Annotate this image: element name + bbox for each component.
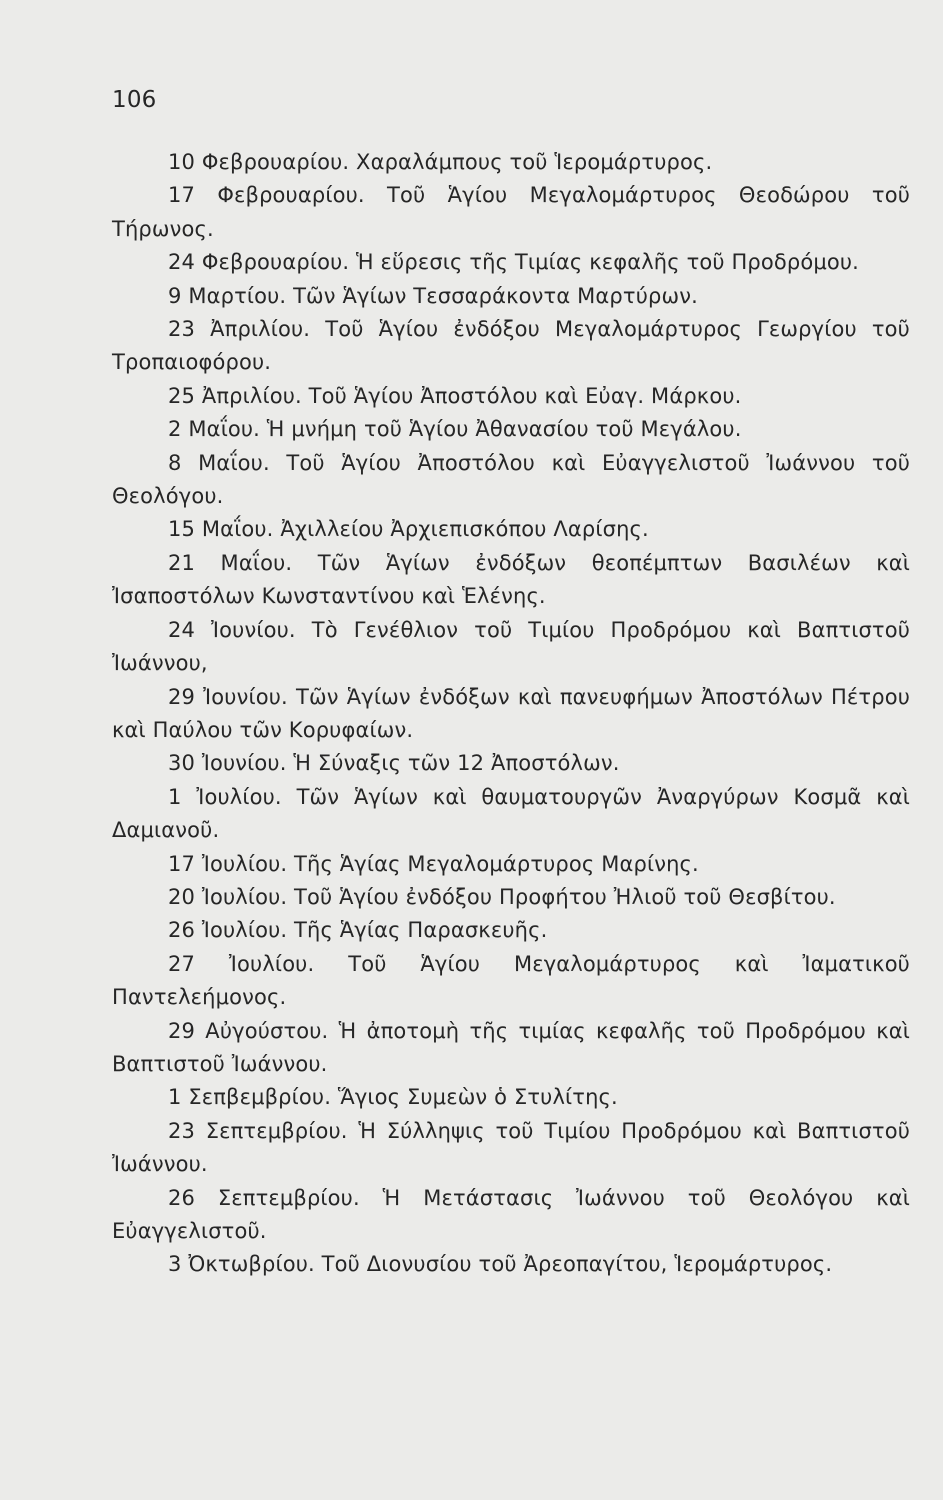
entry-jun-24: 24 Ἰουνίου. Τὸ Γενέθλιον τοῦ Τιμίου Προδρόμου καὶ Βαπτιστοῦ Ἰωάννου, (112, 617, 910, 676)
entry-sep-23: 23 Σεπτεμβρίου. Ἡ Σύλληψις τοῦ Τιμίου Προδρόμου καὶ Βαπτιστοῦ Ἰωάννου. (112, 1118, 910, 1177)
entry-sep-26: 26 Σεπτεμβρίου. Ἡ Μετάστασις Ἰωάννου τοῦ Θεολόγου καὶ Εὐαγγελιστοῦ. (112, 1185, 910, 1243)
entry-jul-27: 27 Ἰουλίου. Τοῦ Ἁγίου Μεγαλομάρτυρος καὶ Ἰαματικοῦ Παντελεήμονος. (112, 951, 910, 1010)
entry-mar-9: 9 Μαρτίου. Τῶν Ἁγίων Τεσσαράκοντα Μαρτύρων. (168, 283, 698, 308)
entry-jul-26: 26 Ἰουλίου. Τῆς Ἁγίας Παρασκευῆς. (168, 918, 548, 943)
entry-feb-24: 24 Φεβρουαρίου. Ἡ εὕρεσις τῆς Τιμίας κεφαλῆς τοῦ Προδρόμου. (168, 250, 860, 275)
entry-apr-23: 23 Ἀπριλίου. Τοῦ Ἁγίου ἐνδόξου Μεγαλομάρτυρος Γεωργίου τοῦ Τροπαιοφόρου. (112, 317, 910, 375)
entry-jun-29: 29 Ἰουνίου. Τῶν Ἁγίων ἐνδόξων καὶ πανευφήμων Ἀποστόλων Πέτρου καὶ Παύλου τῶν Κορυφαίων. (112, 684, 910, 742)
entry-may-15: 15 Μαΐου. Ἀχιλλείου Ἀρχιεπισκόπου Λαρίσης. (168, 517, 649, 542)
entry-apr-25: 25 Ἀπριλίου. Τοῦ Ἁγίου Ἀποστόλου καὶ Εὐαγ. Μάρκου. (168, 383, 742, 408)
entry-may-21: 21 Μαΐου. Τῶν Ἁγίων ἐνδόξων θεοπέμπτων Βασιλέων καὶ Ἰσαποστόλων Κωνσταντίνου καὶ Ἑλένης. (112, 550, 910, 609)
entry-jun-30: 30 Ἰουνίου. Ἡ Σύναξις τῶν 12 Ἀποστόλων. (168, 751, 620, 776)
entry-sep-1: 1 Σεπβεμβρίου. Ἅγιος Συμεὼν ὁ Στυλίτης. (168, 1085, 618, 1110)
entry-feb-10: 10 Φεβρουαρίου. Χαραλάμπους τοῦ Ἱερομάρτυρος. (168, 150, 713, 174)
entry-feb-17: 17 Φεβρουαρίου. Τοῦ Ἁγίου Μεγαλομάρτυρος Θεοδώρου τοῦ Τήρωνος. (112, 183, 910, 241)
page-number: 106 (112, 87, 157, 113)
entry-jul-17: 17 Ἰουλίου. Τῆς Ἁγίας Μεγαλομάρτυρος Μαρίνης. (168, 851, 699, 876)
entry-jul-1: 1 Ἰουλίου. Τῶν Ἁγίων καὶ θαυματουργῶν Ἀναργύρων Κοσμᾶ καὶ Δαμιανοῦ. (112, 784, 910, 843)
entry-jul-20: 20 Ἰουλίου. Τοῦ Ἁγίου ἐνδόξου Προφήτου Ἠλιοῦ τοῦ Θεσβίτου. (168, 884, 836, 909)
entry-aug-29: 29 Αὐγούστου. Ἡ ἀποτομὴ τῆς τιμίας κεφαλῆς τοῦ Προδρόμου καὶ Βαπτιστοῦ Ἰωάννου. (112, 1018, 910, 1076)
entry-may-2: 2 Μαΐου. Ἡ μνήμη τοῦ Ἁγίου Ἀθανασίου τοῦ Μεγάλου. (168, 417, 742, 442)
entry-oct-3: 3 Ὀκτωβρίου. Τοῦ Διονυσίου τοῦ Ἀρεοπαγίτου, Ἱερομάρτυρος. (168, 1252, 833, 1277)
entry-may-8: 8 Μαΐου. Τοῦ Ἁγίου Ἀποστόλου καὶ Εὐαγγελιστοῦ Ἰωάννου τοῦ Θεολόγου. (112, 450, 910, 509)
feast-days-list (112, 146, 910, 1282)
